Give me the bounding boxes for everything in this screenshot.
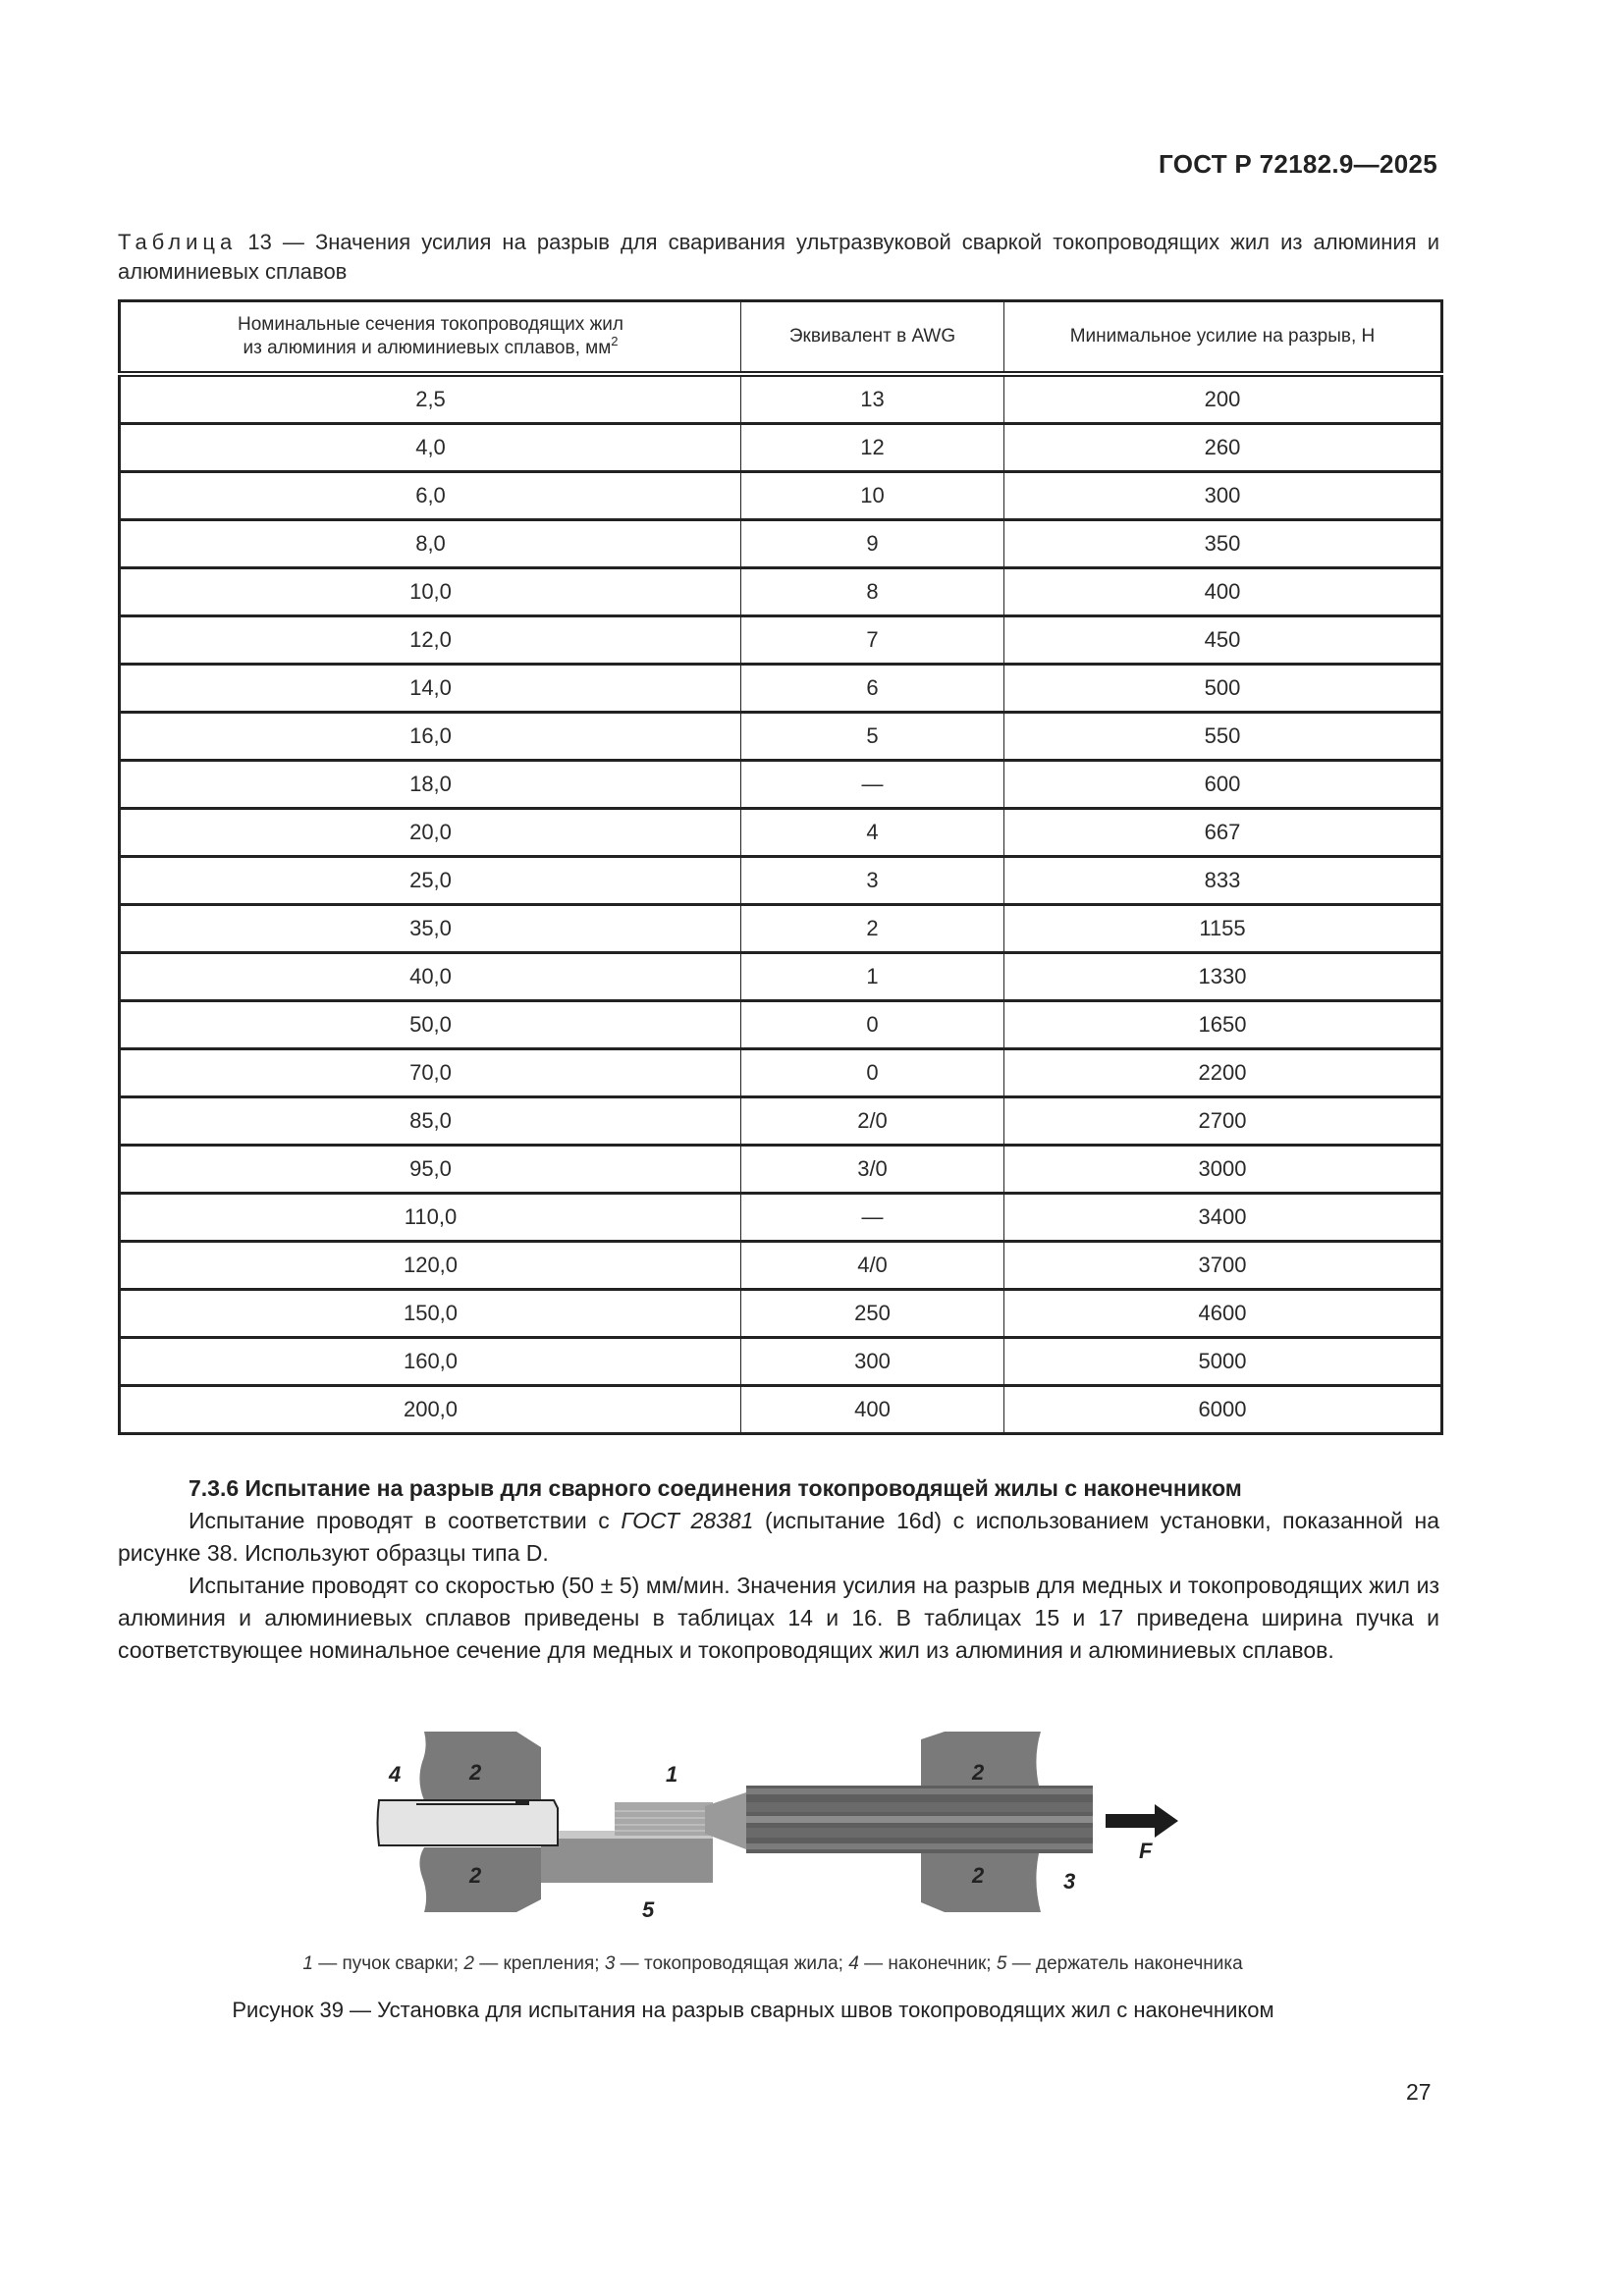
table-row	[120, 1242, 1442, 1290]
section-heading: 7.3.6 Испытание на разрыв для сварного соединения токопроводящей жилы с наконечником	[189, 1475, 1242, 1501]
table-row	[120, 1001, 1442, 1049]
legend-number: 2	[463, 1953, 474, 1974]
label-holder: 5	[642, 1897, 655, 1922]
cell-force: 600	[1004, 761, 1442, 809]
section-7-3-6	[118, 1472, 1439, 1667]
table-row	[120, 713, 1442, 761]
table-row	[120, 905, 1442, 953]
cell-section: 20,0	[120, 809, 741, 857]
column-header-section-line1: Номинальные сечения токопроводящих жил	[238, 314, 623, 335]
table-row	[120, 857, 1442, 905]
cell-awg: —	[741, 761, 1004, 809]
table-row	[120, 761, 1442, 809]
label-clamp: 2	[972, 1760, 985, 1785]
table-row	[120, 809, 1442, 857]
cell-force: 1650	[1004, 1001, 1442, 1049]
legend-text: — наконечник;	[858, 1953, 997, 1974]
cell-force: 667	[1004, 809, 1442, 857]
cell-awg: 300	[741, 1338, 1004, 1386]
legend-number: 1	[302, 1953, 313, 1974]
cell-section: 2,5	[120, 374, 741, 424]
cell-force: 1330	[1004, 953, 1442, 1001]
cell-section: 16,0	[120, 713, 741, 761]
figure-39-diagram	[363, 1723, 1208, 1929]
cell-awg: 7	[741, 616, 1004, 665]
cell-force: 3000	[1004, 1146, 1442, 1194]
cell-section: 25,0	[120, 857, 741, 905]
legend-text: — пучок сварки;	[312, 1953, 464, 1974]
cell-section: 95,0	[120, 1146, 741, 1194]
cell-awg: 2/0	[741, 1097, 1004, 1146]
figure-legend	[0, 1953, 1585, 1975]
cell-force: 5000	[1004, 1338, 1442, 1386]
cell-awg: 8	[741, 568, 1004, 616]
cell-force: 400	[1004, 568, 1442, 616]
cell-force: 3400	[1004, 1194, 1442, 1242]
cell-awg: 5	[741, 713, 1004, 761]
cell-force: 6000	[1004, 1386, 1442, 1434]
document-code: ГОСТ Р 72182.9—2025	[1159, 149, 1437, 179]
table-13	[118, 299, 1443, 1435]
cell-awg: —	[741, 1194, 1004, 1242]
table-row	[120, 568, 1442, 616]
cell-awg: 12	[741, 424, 1004, 472]
cell-section: 6,0	[120, 472, 741, 520]
cell-force: 1155	[1004, 905, 1442, 953]
standard-reference-link: ГОСТ 28381	[621, 1508, 754, 1533]
page-number: 27	[1406, 2079, 1432, 2105]
table-caption-text: 13 — Значения усилия на разрыв для сваривания ультразвуковой сваркой токопроводящих жил из алюминия и алюминиевых сплавов	[118, 230, 1439, 284]
cell-awg: 9	[741, 520, 1004, 568]
cell-section: 150,0	[120, 1290, 741, 1338]
paragraph-2: Испытание проводят со скоростью (50 ± 5) мм/мин. Значения усилия на разрыв для медных и токопроводящих жил из алюминия и алюминиевых сплавов приведены в таблицах 14 и 16. В таблицах 15 и 17 приведена ширина пучка и соответствующее номинальное сечение для медных и токопроводящих жил из алюминия и алюминиевых сплавов.	[118, 1573, 1439, 1663]
cell-force: 300	[1004, 472, 1442, 520]
cell-awg: 4	[741, 809, 1004, 857]
table-body	[120, 374, 1442, 1434]
cell-awg: 0	[741, 1049, 1004, 1097]
cell-awg: 0	[741, 1001, 1004, 1049]
table-row	[120, 424, 1442, 472]
column-header-section	[120, 301, 741, 375]
cell-section: 12,0	[120, 616, 741, 665]
table-row	[120, 374, 1442, 424]
cell-section: 40,0	[120, 953, 741, 1001]
cell-force: 2200	[1004, 1049, 1442, 1097]
cell-section: 18,0	[120, 761, 741, 809]
table-row	[120, 520, 1442, 568]
paragraph-1-text: Испытание проводят в соответствии с	[189, 1508, 622, 1533]
cell-awg: 400	[741, 1386, 1004, 1434]
column-header-section-line2: из алюминия и алюминиевых сплавов, мм	[243, 338, 612, 358]
cell-section: 160,0	[120, 1338, 741, 1386]
cell-awg: 3	[741, 857, 1004, 905]
table-row	[120, 1097, 1442, 1146]
cell-section: 14,0	[120, 665, 741, 713]
cell-section: 50,0	[120, 1001, 741, 1049]
cell-section: 10,0	[120, 568, 741, 616]
label-clamp: 2	[469, 1863, 482, 1888]
table-header-row	[120, 301, 1442, 375]
cell-force: 200	[1004, 374, 1442, 424]
table-row	[120, 1290, 1442, 1338]
cell-awg: 250	[741, 1290, 1004, 1338]
cell-awg: 2	[741, 905, 1004, 953]
cell-awg: 3/0	[741, 1146, 1004, 1194]
table-caption-label: Таблица	[118, 230, 238, 254]
label-wire: 3	[1063, 1869, 1076, 1894]
cell-force: 350	[1004, 520, 1442, 568]
label-force: F	[1139, 1839, 1153, 1863]
cell-force: 450	[1004, 616, 1442, 665]
paragraph-1-text-end: (испытание 16d) с использованием установки, показанной на рисунке 38. Используют образцы типа D.	[118, 1508, 1439, 1566]
label-clamp: 2	[469, 1760, 482, 1785]
force-arrow-icon	[1106, 1804, 1178, 1838]
cell-section: 35,0	[120, 905, 741, 953]
cell-section: 200,0	[120, 1386, 741, 1434]
legend-text: — крепления;	[473, 1953, 605, 1974]
terminal	[378, 1800, 559, 1845]
table-row	[120, 953, 1442, 1001]
cell-awg: 10	[741, 472, 1004, 520]
table-row	[120, 1386, 1442, 1434]
cell-force: 500	[1004, 665, 1442, 713]
legend-number: 5	[996, 1953, 1007, 1974]
cell-section: 120,0	[120, 1242, 741, 1290]
cell-section: 8,0	[120, 520, 741, 568]
table-row	[120, 1049, 1442, 1097]
legend-number: 4	[848, 1953, 859, 1974]
table-caption	[118, 228, 1439, 287]
legend-text: — держатель наконечника	[1006, 1953, 1243, 1974]
label-bundle: 1	[666, 1762, 678, 1787]
column-header-force: Минимальное усилие на разрыв, Н	[1004, 301, 1442, 375]
cell-force: 260	[1004, 424, 1442, 472]
cell-awg: 1	[741, 953, 1004, 1001]
cell-force: 833	[1004, 857, 1442, 905]
table-row	[120, 616, 1442, 665]
terminal-holder	[541, 1836, 713, 1883]
cell-section: 4,0	[120, 424, 741, 472]
table-row	[120, 1194, 1442, 1242]
label-clamp: 2	[972, 1863, 985, 1888]
cell-section: 85,0	[120, 1097, 741, 1146]
column-header-awg: Эквивалент в AWG	[741, 301, 1004, 375]
cell-section: 110,0	[120, 1194, 741, 1242]
cell-awg: 13	[741, 374, 1004, 424]
label-terminal: 4	[389, 1762, 402, 1787]
cell-force: 4600	[1004, 1290, 1442, 1338]
cell-force: 2700	[1004, 1097, 1442, 1146]
paragraph-1	[118, 1505, 1439, 1570]
cell-force: 3700	[1004, 1242, 1442, 1290]
table-row	[120, 1338, 1442, 1386]
legend-text: — токопроводящая жила;	[615, 1953, 849, 1974]
table-row	[120, 665, 1442, 713]
table-row	[120, 472, 1442, 520]
cell-awg: 6	[741, 665, 1004, 713]
legend-number: 3	[604, 1953, 616, 1974]
table-row	[120, 1146, 1442, 1194]
superscript: 2	[611, 334, 619, 348]
cell-section: 70,0	[120, 1049, 741, 1097]
cell-awg: 4/0	[741, 1242, 1004, 1290]
figure-caption: Рисунок 39 — Установка для испытания на разрыв сварных швов токопроводящих жил с наконечником	[232, 1998, 1274, 2022]
cell-force: 550	[1004, 713, 1442, 761]
